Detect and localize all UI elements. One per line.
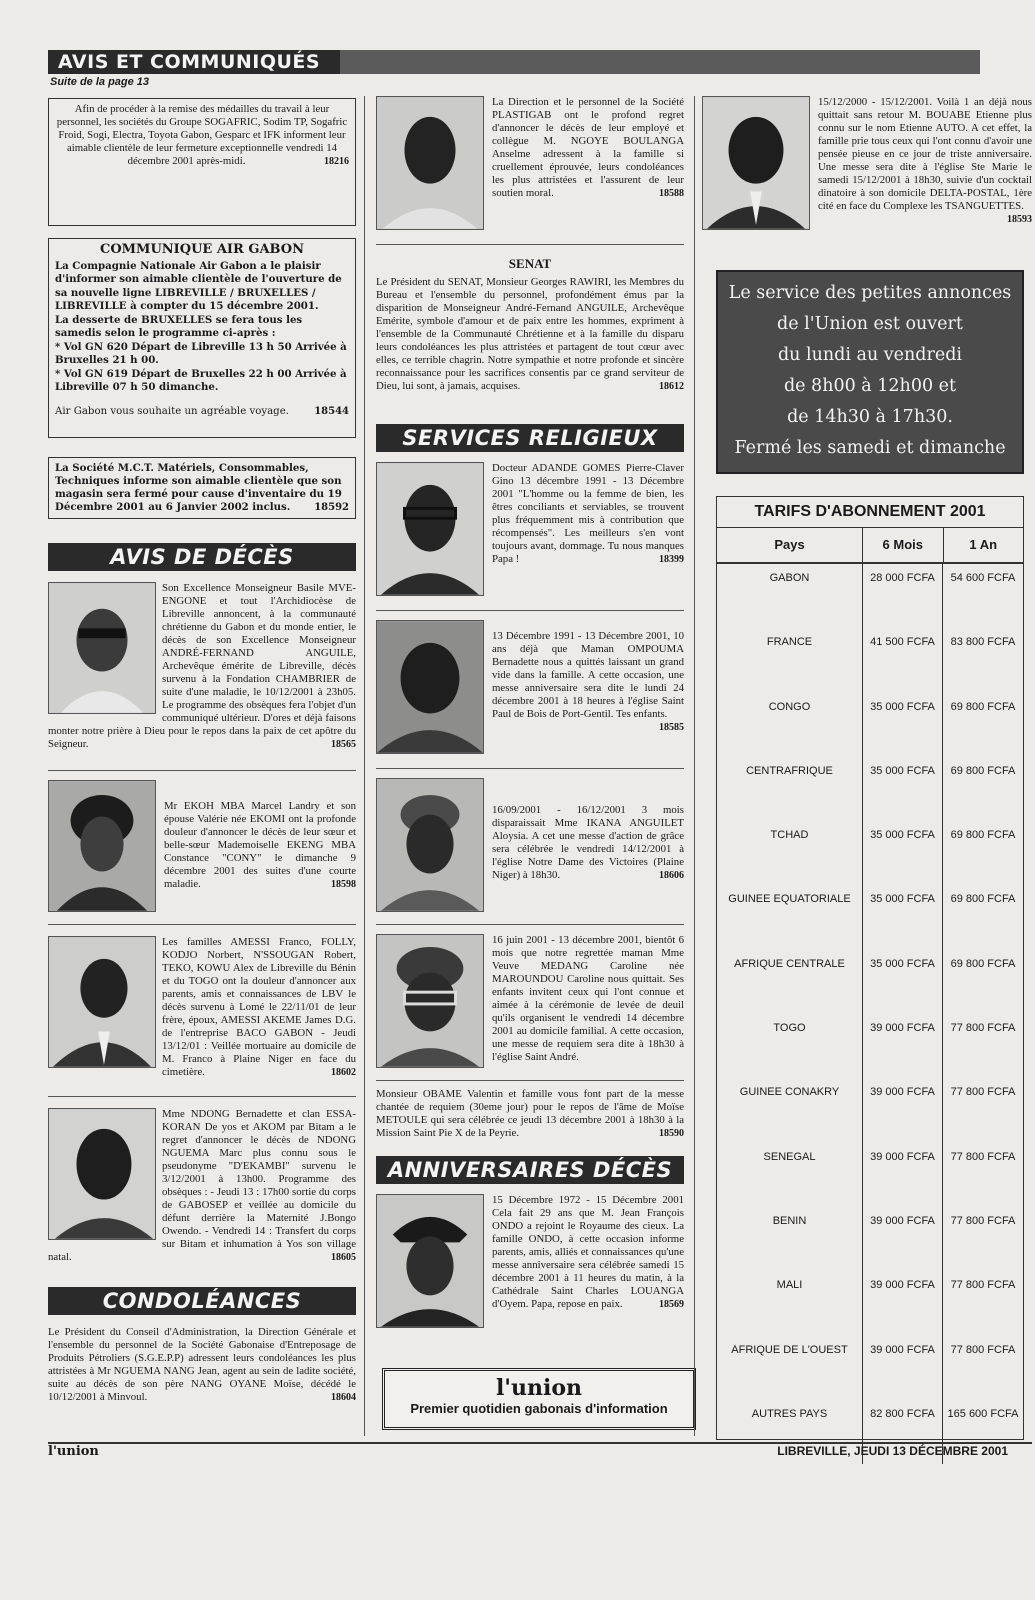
ref-number: 18606 xyxy=(659,870,684,881)
table-row xyxy=(717,1143,1023,1207)
service-1-text: Docteur ADANDE GOMES Pierre-Claver Gino 13 décembre 1991 - 13 Décembre 2001 "L'homme ou la femme de bien, les êtres conciliants et serviables, se trouvent plus fréquemment mis à contribution que récompensés". Les meilleurs s'en vont toujours avant, dommage. Tu nous manques Papa ! 18399 xyxy=(492,462,684,565)
price-1y-cell: 69 800 FCFA xyxy=(950,829,1016,842)
portrait-icon xyxy=(49,781,155,911)
table-row xyxy=(717,1271,1023,1335)
table-row xyxy=(717,564,1023,628)
country-cell: GUINEE CONAKRY xyxy=(717,1078,863,1142)
service-5-text: Monsieur OBAME Valentin et famille vous font part de la messe chantée de requiem (30eme jour) pour le repos de l'âme de Moïse METOULE qui sera célébrée ce jeudi 13 décembre 2001 à 18h30 à la Mission Saint Pie X de la Peyrie. 18590 xyxy=(376,1088,684,1139)
country-cell: GABON xyxy=(717,564,863,628)
price-1y-cell: 77 800 FCFA xyxy=(950,1150,1016,1163)
anniversaires-heading: ANNIVERSAIRES DÉCÈS xyxy=(376,1156,684,1184)
country-cell: SENEGAL xyxy=(717,1143,863,1207)
table-row xyxy=(717,885,1023,949)
price-1y-cell: 69 800 FCFA xyxy=(950,700,1016,713)
union-logo-text: l'union xyxy=(495,1375,583,1401)
ref-number: 18569 xyxy=(659,1299,684,1310)
price-1y-cell: 165 600 FCFA xyxy=(947,1407,1019,1420)
divider xyxy=(376,610,684,611)
ref-number: 18592 xyxy=(314,502,349,513)
ref-number: 18590 xyxy=(659,1128,684,1139)
country-cell: AFRIQUE DE L'OUEST xyxy=(717,1336,863,1400)
table-row xyxy=(717,950,1023,1014)
divider xyxy=(48,770,356,771)
tarifs-table xyxy=(716,496,1024,1440)
country-cell: GUINEE EQUATORIALE xyxy=(717,885,863,949)
plastigab-text: La Direction et le personnel de la Société PLASTIGAB ont le profond regret d'annoncer le décès de leur employé et collègue M. NGOYE BOULANGA Anselme adressent à la famille si cruellement éprouvée, leurs condoléances les plus attristées et l'assurent de leur soutien moral. 18588 xyxy=(492,96,684,199)
senat-text: Le Président du SENAT, Monsieur Georges RAWIRI, les Membres du Bureau et l'ensemble du personnel, profondément émus par la disparition de Monseigneur André-Fernand ANGUILE, Archevêque Emérite, symbole d'amour et de paix entre les hommes, expriment à l'ensemble de la Communauté Chrétienne et à la famille du disparu leurs condoléances les plus attristées et partagent de tout cœur avec elles, ce terrible chagrin. Notre sympathie et notre profonde et sincère reconnaissance pour les sacrifices consentis par ce grand serviteur de Dieu, lui sont, à jamais, acquises. 18612 xyxy=(376,276,684,392)
page-footer xyxy=(48,1442,1032,1460)
sogafric-notice xyxy=(48,98,356,226)
column-divider xyxy=(694,96,695,1436)
table-row xyxy=(717,757,1023,821)
price-6m-cell: 35 000 FCFA xyxy=(863,821,943,885)
table-row xyxy=(717,821,1023,885)
country-cell: CENTRAFRIQUE xyxy=(717,757,863,821)
divider xyxy=(376,768,684,769)
table-row xyxy=(717,693,1023,757)
air-gabon-p1: La Compagnie Nationale Air Gabon a le plaisir d'informer son aimable clientèle de l'ouverture de sa nouvelle ligne LIBREVILLE / BRUXELLES / LIBREVILLE à compter du 15 décembre 2001. xyxy=(55,259,342,312)
table-row xyxy=(717,1078,1023,1142)
avis-deces-heading: AVIS DE DÉCÈS xyxy=(48,543,356,571)
price-6m-cell: 35 000 FCFA xyxy=(863,950,943,1014)
ad-line: de 14h30 à 17h30. xyxy=(787,407,953,427)
service-4-text: 16 juin 2001 - 13 décembre 2001, bientôt 6 mois que notre regrettée maman Mme Veuve MEDANG Caroline née MAROUNDOU Caroline nous quittait. Ses enfants invitent ceux qui l'ont connue et aimée à la cérémonie de levée de deuil qu'ils organisent le vendredi 14 décembre 2001 au domicile familial. A cette occasion, une messe de requiem sera dite à 18h30 à l'église Saint André. xyxy=(492,934,684,1063)
price-1y-cell: 77 800 FCFA xyxy=(950,1214,1016,1227)
country-cell: FRANCE xyxy=(717,628,863,692)
ref-number: 18216 xyxy=(324,156,349,167)
price-1y-cell: 77 800 FCFA xyxy=(950,1279,1016,1292)
ad-line: Fermé les samedi et dimanche xyxy=(734,438,1006,458)
price-1y-cell: 69 800 FCFA xyxy=(950,893,1016,906)
price-6m-cell: 82 800 FCFA xyxy=(863,1400,943,1464)
country-cell: TCHAD xyxy=(717,821,863,885)
price-6m-cell: 39 000 FCFA xyxy=(863,1207,943,1271)
air-gabon-notice xyxy=(48,238,356,438)
ref-number: 18604 xyxy=(331,1392,356,1403)
header-6-mois: 6 Mois xyxy=(863,528,943,562)
anniversaire-1-text: 15 Décembre 1972 - 15 Décembre 2001 Cela fait 29 ans que M. Jean François ONDO a rejoint le Royaume des cieux. La famille ONDO, à cette occasion informe parents, amis, alliés et connaissances qu'une messe anniversaire sera célébrée samedi 15 décembre 2001 à 11 heures du matin, à la Cathédrale Saint Charles LOUANGA d'Oyem. Papa, repose en paix. 18569 xyxy=(492,1194,684,1310)
ref-number: 18605 xyxy=(331,1252,356,1263)
header-pays: Pays xyxy=(717,528,863,562)
ad-line: de l'Union est ouvert xyxy=(777,314,963,334)
services-religieux-heading: SERVICES RELIGIEUX xyxy=(376,424,684,452)
portrait-icon xyxy=(377,97,483,229)
portrait-icon xyxy=(377,1195,483,1327)
price-6m-cell: 35 000 FCFA xyxy=(863,885,943,949)
price-1y-cell: 69 800 FCFA xyxy=(950,957,1016,970)
country-cell: AFRIQUE CENTRALE xyxy=(717,950,863,1014)
air-gabon-title: COMMUNIQUE AIR GABON xyxy=(100,242,304,257)
ref-number: 18565 xyxy=(331,739,356,750)
table-row xyxy=(717,628,1023,692)
union-masthead-box xyxy=(382,1368,696,1430)
sogafric-text: Afin de procéder à la remise des médailles du travail à leur personnel, les sociétés du Groupe SOGAFRIC, Sodim TP, Sogafric Froid, Sogi, Electra, Toyota Gabon, Gesparc et IFK informent leur aimable clientèle de leur fermeture exceptionnelle vendredi 14 décembre 2001 après-midi. xyxy=(56,103,348,167)
portrait-icon xyxy=(377,935,483,1067)
price-6m-cell: 35 000 FCFA xyxy=(863,757,943,821)
portrait-photo xyxy=(376,462,484,596)
price-6m-cell: 39 000 FCFA xyxy=(863,1336,943,1400)
portrait-photo xyxy=(376,620,484,754)
ref-number: 18399 xyxy=(659,554,684,565)
deces-3-text: Les familles AMESSI Franco, FOLLY, KODJO Norbert, N'SSOUGAN Robert, TEKO, KOWU Alex de Libreville du Bénin et du TOGO ont la douleur d'annoncer aux parents, amis et connaissances de LBV le décès survenu à Lomé le 22/11/01 de leur frère, époux, AMESSI AKEME James D.G. de l'entreprise BACO GABON - Jeudi 13/12/01 : Veillée mortuaire au domicile de M. Franco à Plaine Niger en face du cimetière. 18602 xyxy=(162,936,356,1078)
section-banner-rule xyxy=(340,50,980,74)
price-1y-cell: 77 800 FCFA xyxy=(950,1343,1016,1356)
footer-logo: l'union xyxy=(48,1444,99,1459)
price-1y-cell: 54 600 FCFA xyxy=(950,572,1016,584)
divider xyxy=(48,924,356,925)
portrait-icon xyxy=(377,621,483,753)
deces-4-text: Mme NDONG Bernadette et clan ESSA-KORAN De yos et AKOM par Bitam a le regret d'annoncer le décès de NDONG NGUEMA Marc plus connu sous le pseudonyme "D'EKAMBI" survenu le 3/12/2001 à 13h00. Programme des obsèques : - Jeudi 13 : 17h00 sortie du corps de GABOSEP et veillée au domicile du défunt derrière la Maternité J.Bongo Owendo. - Vendredi 14 : Transfert du corps sur Bitam et inhumation à Yos son village natal. 18605 xyxy=(48,1108,356,1263)
ref-number: 18544 xyxy=(314,405,349,417)
tarifs-title: TARIFS D'ABONNEMENT 2001 xyxy=(717,497,1023,528)
air-gabon-p5: Air Gabon vous souhaite un agréable voyage. 18544 xyxy=(55,405,349,417)
portrait-icon xyxy=(377,463,483,595)
air-gabon-p2: La desserte de BRUXELLES se fera tous les samedis selon le programme ci-après : xyxy=(55,313,303,339)
ad-line: Le service des petites annonces xyxy=(728,283,1012,303)
portrait-photo xyxy=(376,934,484,1068)
portrait-photo xyxy=(376,1194,484,1328)
portrait-photo xyxy=(48,780,156,912)
price-1y-cell: 77 800 FCFA xyxy=(950,1022,1016,1035)
price-6m-cell: 28 000 FCFA xyxy=(863,564,943,628)
union-tagline: Premier quotidien gabonais d'information xyxy=(410,1401,668,1416)
header-1-an: 1 An xyxy=(969,537,998,552)
bouabe-text: 15/12/2000 - 15/12/2001. Voilà 1 an déjà nous quittait sans retour M. BOUABE Etienne plus connu sur le nom Etienne AUTO. A cet effet, la famille prie tous ceux qui l'ont connu d'avoir une pensée pieuse en ce jour de triste anniversaire. Une messe sera dite à l'église Ste Marie le samedi 15/12/2001 à 18h30, suivie d'un cocktail dinatoire à son domicile DELTA-POSTAL, 1ère cité en face du Complexe les TSANGUETTES. 18593 xyxy=(818,96,1032,225)
price-1y-cell: 69 800 FCFA xyxy=(950,764,1016,777)
condoleances-heading: CONDOLÉANCES xyxy=(48,1287,356,1315)
price-6m-cell: 35 000 FCFA xyxy=(863,693,943,757)
portrait-photo xyxy=(376,96,484,230)
price-6m-cell: 39 000 FCFA xyxy=(863,1143,943,1207)
price-6m-cell: 41 500 FCFA xyxy=(863,628,943,692)
price-1y-cell: 83 800 FCFA xyxy=(950,636,1016,649)
column-divider xyxy=(364,96,365,1436)
price-6m-cell: 39 000 FCFA xyxy=(863,1271,943,1335)
portrait-icon xyxy=(377,779,483,911)
ref-number: 18598 xyxy=(331,879,356,890)
continued-note: Suite de la page 13 xyxy=(50,76,150,88)
price-6m-cell: 39 000 FCFA xyxy=(863,1014,943,1078)
divider xyxy=(376,1080,684,1081)
ref-number: 18593 xyxy=(1007,214,1032,225)
country-cell: BENIN xyxy=(717,1207,863,1271)
price-6m-cell: 39 000 FCFA xyxy=(863,1078,943,1142)
service-3-text: 16/09/2001 - 16/12/2001 3 mois disparaissait Mme IKANA ANGUILET Aloysia. A cet une messe d'action de grâce sera célébrée le vendredi 14/12/2001 à l'église Notre Dame des Victoires (Plaine Niger) à 18h30. 18606 xyxy=(492,804,684,881)
air-gabon-p4: * Vol GN 619 Départ de Bruxelles 22 h 00 Arrivée à Libreville 07 h 50 dimanche. xyxy=(55,367,347,393)
table-row xyxy=(717,1014,1023,1078)
country-cell: TOGO xyxy=(717,1014,863,1078)
mct-text: La Société M.C.T. Matériels, Consommables, Techniques informe son aimable clientèle que son magasin sera fermé pour cause d'inventaire du 19 Décembre 2001 au 6 Janvier 2002 inclus. xyxy=(55,462,342,513)
country-cell: AUTRES PAYS xyxy=(717,1400,863,1464)
divider xyxy=(376,244,684,245)
ref-number: 18585 xyxy=(659,722,684,733)
divider xyxy=(48,1096,356,1097)
portrait-photo xyxy=(376,778,484,912)
table-row xyxy=(717,1336,1023,1400)
tarifs-header-row xyxy=(717,528,1023,564)
air-gabon-p3: * Vol GN 620 Départ de Libreville 13 h 50 Arrivée à Bruxelles 21 h 00. xyxy=(55,340,347,366)
country-cell: MALI xyxy=(717,1271,863,1335)
ref-number: 18612 xyxy=(659,381,684,392)
senat-title: SENAT xyxy=(508,256,552,271)
mct-notice xyxy=(48,457,356,519)
footer-dateline: LIBREVILLE, JEUDI 13 DÉCEMBRE 2001 xyxy=(777,1444,1008,1458)
petites-annonces-ad xyxy=(716,270,1024,474)
ref-number: 18602 xyxy=(331,1067,356,1078)
price-1y-cell: 77 800 FCFA xyxy=(950,1086,1016,1099)
table-row xyxy=(717,1207,1023,1271)
ad-line: du lundi au vendredi xyxy=(777,345,963,365)
ad-line: de 8h00 à 12h00 et xyxy=(783,376,957,396)
condoleances-text: Le Président du Conseil d'Administration, la Direction Générale et l'ensemble du personnel de la Société Gabonaise d'Entreposage de Produits Pétroliers (S.G.E.P.P) adressent leurs condoléances les plus attristées à Mr NGUEMA NANG Jean, agent au sein de ladite société, suite au décès de son père NANG OYANE Moïse, décédé le 10/12/2001 à Minvoul. 18604 xyxy=(48,1326,356,1403)
ref-number: 18588 xyxy=(659,188,684,199)
divider xyxy=(376,924,684,925)
deces-1-text: Son Excellence Monseigneur Basile MVE-ENGONE et tout l'Archidiocèse de Libreville annoncent, à la communauté chrétienne du Gabon et du monde entier, le décès de son Excellence Monseigneur ANDRÉ-FERNAND ANGUILE, Archevêque émérite de Libreville, décès survenu à la Fondation CHAMBRIER de suite d'une maladie, le 10/12/2001 à 23h05. Le programme des obsèques fera l'objet d'un communiqué ultérieur. D'ores et déjà faisons monter notre prière à Dieu pour le repos dans la paix de cet apôtre du Seigneur. 18565 xyxy=(48,582,356,750)
country-cell: CONGO xyxy=(717,693,863,757)
deces-2-text: Mr EKOH MBA Marcel Landry et son épouse Valérie née EKOMI ont la profonde douleur d'annoncer le décès de leur sœur et belle-sœur Mademoiselle EKENG MBA Constance "CONY" le dimanche 9 décembre 2001 des suites d'une courte maladie. 18598 xyxy=(164,800,356,890)
service-2-text: 13 Décembre 1991 - 13 Décembre 2001, 10 ans déjà que Maman OMPOUMA Bernadette nous a quittés laissant un grand vide dans la famille. A cette occasion, une messe anniversaire sera dite le lundi 24 décembre 2001 à 18 heures à l'église Saint Paul de Bois de Port-Gentil. Tes enfants. 18585 xyxy=(492,630,684,733)
section-banner: AVIS ET COMMUNIQUÉS xyxy=(48,50,340,74)
